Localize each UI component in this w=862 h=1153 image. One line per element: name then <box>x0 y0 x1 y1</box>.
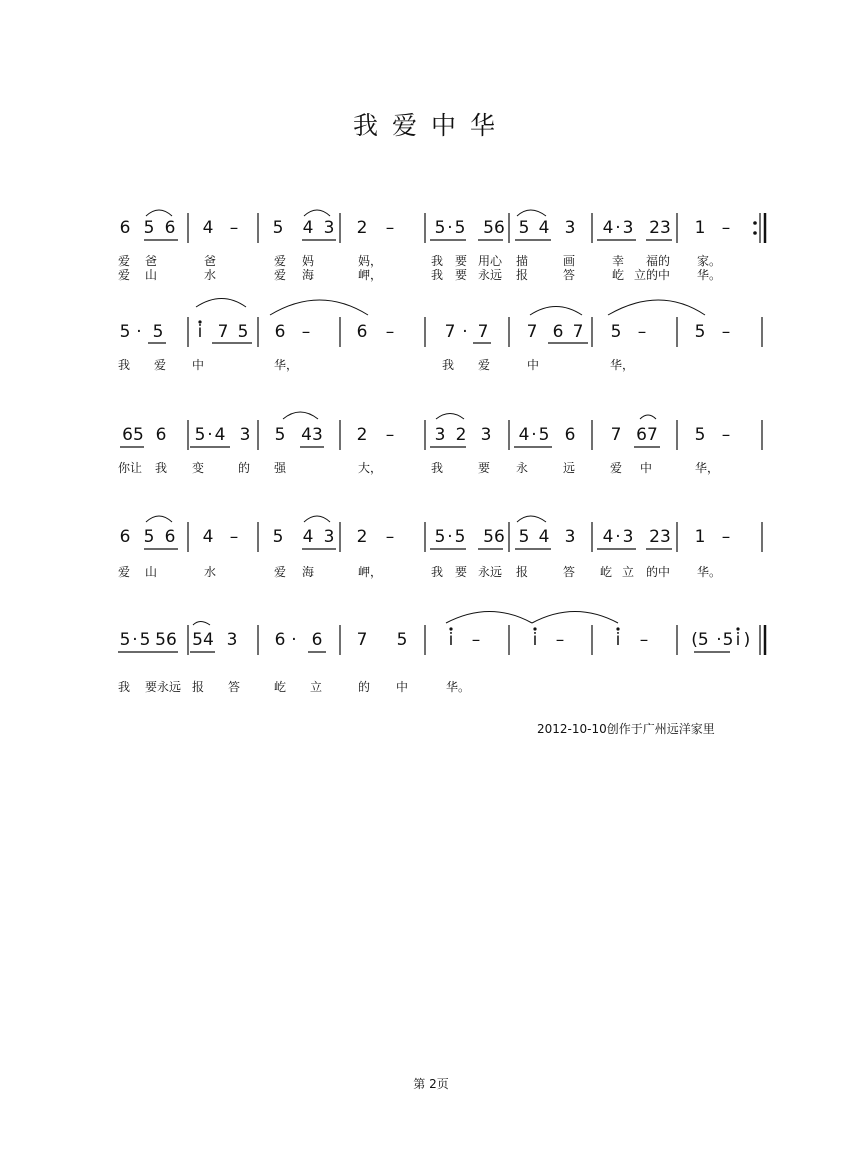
note: 5 <box>272 218 284 238</box>
lyric: 的 <box>358 680 371 694</box>
lyric: 报 <box>516 565 529 579</box>
note: 6 <box>564 425 576 445</box>
lyric: 华。 <box>446 680 471 694</box>
note: 5 <box>434 218 446 238</box>
note: 3 <box>564 527 576 547</box>
dash: – <box>385 527 395 547</box>
dash: – <box>385 218 395 238</box>
note: 4 <box>602 218 614 238</box>
lyric: 爱 <box>118 268 131 282</box>
lyric: 立的中 <box>634 268 671 282</box>
lyric: 屹 <box>274 680 287 694</box>
note: 7 <box>572 322 584 342</box>
note: 5 <box>194 425 206 445</box>
note: 3 <box>323 218 335 238</box>
lyric: 我 <box>155 461 168 475</box>
lyric: 的中 <box>646 565 671 579</box>
dash: – <box>721 218 731 238</box>
lyric: 永远 <box>478 565 503 579</box>
dot: · <box>447 218 453 238</box>
lyric: 报 <box>516 268 529 282</box>
note: 5 <box>119 630 131 650</box>
lyric: 福的 <box>646 254 671 268</box>
lyric: 华， <box>274 358 299 372</box>
note: 3 <box>622 218 634 238</box>
dash: – <box>385 322 395 342</box>
note: 6 <box>164 527 176 547</box>
note: 7 <box>444 322 456 342</box>
note: 5 <box>610 322 622 342</box>
note-high: i <box>197 322 203 342</box>
note: 6 <box>274 630 286 650</box>
dot: · <box>136 322 142 342</box>
note: 3 <box>323 527 335 547</box>
note: 4 <box>302 527 314 547</box>
note: 5 <box>518 527 530 547</box>
lyric: 我 <box>431 254 444 268</box>
dash: – <box>637 322 647 342</box>
note: 6 <box>274 322 286 342</box>
note: 5 <box>694 425 706 445</box>
note: 6 <box>311 630 323 650</box>
note-high: i <box>615 630 621 650</box>
note: 5 <box>434 527 446 547</box>
lyric: 爱 <box>274 565 287 579</box>
note: 5 <box>119 322 131 342</box>
lyric: 远 <box>563 461 576 475</box>
note: 3 <box>480 425 492 445</box>
lyric: 爱 <box>118 254 131 268</box>
note: 6 <box>119 527 131 547</box>
lyric: 答 <box>563 565 576 579</box>
dash: – <box>639 630 649 650</box>
dot: · <box>615 527 621 547</box>
dash: – <box>229 527 239 547</box>
note: 6 <box>356 322 368 342</box>
note: 5 <box>237 322 249 342</box>
note: 7 <box>526 322 538 342</box>
note: 7 <box>356 630 368 650</box>
lyric: 要 <box>455 254 468 268</box>
lyric: 我 <box>118 680 131 694</box>
lyric: 华， <box>610 358 635 372</box>
note: 4 <box>202 527 214 547</box>
lyric: 描 <box>516 254 529 268</box>
note: 65 <box>122 425 144 445</box>
lyric: 中 <box>640 461 653 475</box>
song-title: 我爱中华 <box>352 111 509 140</box>
page-number: 第 2页 <box>413 1077 449 1091</box>
note: 5 <box>538 425 550 445</box>
lyric: 岬， <box>358 565 383 579</box>
repeat-dots <box>753 221 757 235</box>
note: 5 <box>143 218 155 238</box>
note: 4 <box>202 218 214 238</box>
lyric: 我 <box>118 358 131 372</box>
note: 56 <box>155 630 177 650</box>
note: 6 <box>164 218 176 238</box>
note: 2 <box>356 527 368 547</box>
lyric: 水 <box>204 268 217 282</box>
lyric: 爸 <box>145 254 158 268</box>
lyric: 海 <box>302 565 315 579</box>
dash: – <box>721 322 731 342</box>
dash: – <box>471 630 481 650</box>
lyric: 屹 <box>612 268 625 282</box>
note: 1 <box>694 218 706 238</box>
note: 4 <box>302 218 314 238</box>
note: 7 <box>610 425 622 445</box>
note-high: i <box>532 630 538 650</box>
lyric: 山 <box>145 268 158 282</box>
lyric: 要永远 <box>145 680 182 694</box>
dot: · <box>716 630 722 650</box>
note: 4 <box>538 527 550 547</box>
note: 67 <box>636 425 658 445</box>
note: 6 <box>552 322 564 342</box>
dot: · <box>291 630 297 650</box>
dot: · <box>462 322 468 342</box>
note: 7 <box>477 322 489 342</box>
lyric: 家。 <box>697 254 722 268</box>
note: 43 <box>301 425 323 445</box>
note: 5 <box>454 218 466 238</box>
note: 5 <box>722 630 734 650</box>
lyric: 答 <box>228 680 241 694</box>
lyric: 画 <box>563 254 576 268</box>
note: 5 <box>274 425 286 445</box>
lyric: 我 <box>442 358 455 372</box>
note: 5 <box>139 630 151 650</box>
note: 5 <box>143 527 155 547</box>
note: 6 <box>119 218 131 238</box>
paren: ) <box>743 630 751 650</box>
dot: · <box>447 527 453 547</box>
note: 3 <box>564 218 576 238</box>
note: 3 <box>434 425 446 445</box>
dot: · <box>132 630 138 650</box>
note: 56 <box>483 527 505 547</box>
note: 5 <box>518 218 530 238</box>
note: 4 <box>214 425 226 445</box>
lyric: 要 <box>455 565 468 579</box>
note: 1 <box>694 527 706 547</box>
note: 54 <box>192 630 214 650</box>
lyric: 强 <box>274 461 287 475</box>
lyric: 的 <box>238 461 251 475</box>
lyric: 我 <box>431 461 444 475</box>
lyric: 变 <box>192 461 205 475</box>
lyric: 爱 <box>274 254 287 268</box>
dash: – <box>555 630 565 650</box>
note: 23 <box>649 527 671 547</box>
lyric: 大， <box>358 461 383 475</box>
underlines <box>118 240 730 652</box>
lyric: 海 <box>302 268 315 282</box>
note: 3 <box>239 425 251 445</box>
lyric: 中 <box>396 680 409 694</box>
lyric: 爱 <box>478 358 491 372</box>
lyric: 妈 <box>302 254 315 268</box>
note: 5 <box>152 322 164 342</box>
lyric: 你让 <box>118 461 143 475</box>
dash: – <box>721 527 731 547</box>
lyric: 立 <box>622 565 635 579</box>
lyric: 华。 <box>697 268 722 282</box>
note: 5 <box>694 322 706 342</box>
note: 23 <box>649 218 671 238</box>
lyric: 永远 <box>478 268 503 282</box>
lyric: 水 <box>204 565 217 579</box>
lyric: 山 <box>145 565 158 579</box>
lyric: 屹 <box>600 565 613 579</box>
dot: · <box>207 425 213 445</box>
lyric: 岬， <box>358 268 383 282</box>
lyric: 我 <box>431 565 444 579</box>
note: 2 <box>455 425 467 445</box>
note: 5 <box>272 527 284 547</box>
note: 4 <box>538 218 550 238</box>
note-high: i <box>735 630 741 650</box>
lyric: 华。 <box>697 565 722 579</box>
note: 4 <box>602 527 614 547</box>
lyric: 中 <box>192 358 205 372</box>
lyric: 要 <box>455 268 468 282</box>
dash: – <box>301 322 311 342</box>
lyric: 爸 <box>204 254 217 268</box>
note: 3 <box>622 527 634 547</box>
dot: · <box>531 425 537 445</box>
note: 5 <box>454 527 466 547</box>
note-high: i <box>448 630 454 650</box>
composition-credit: 2012-10-10创作于广州远洋家里 <box>537 722 715 736</box>
note: 6 <box>155 425 167 445</box>
note: (5 <box>691 630 709 650</box>
lyric: 我 <box>431 268 444 282</box>
dash: – <box>229 218 239 238</box>
lyric: 华， <box>695 461 720 475</box>
lyric: 永 <box>516 461 529 475</box>
lyric: 妈， <box>358 254 383 268</box>
dot: · <box>615 218 621 238</box>
note: 2 <box>356 425 368 445</box>
lyric: 爱 <box>610 461 623 475</box>
note: 4 <box>518 425 530 445</box>
lyric: 爱 <box>154 358 167 372</box>
lyric: 答 <box>563 268 576 282</box>
lyric: 报 <box>192 680 205 694</box>
note: 7 <box>217 322 229 342</box>
lyric: 用心 <box>478 254 503 268</box>
lyric: 爱 <box>118 565 131 579</box>
note: 5 <box>396 630 408 650</box>
dash: – <box>385 425 395 445</box>
lyric: 幸 <box>612 254 625 268</box>
note: 56 <box>483 218 505 238</box>
lyric: 爱 <box>274 268 287 282</box>
lyric: 立 <box>310 680 323 694</box>
lyric: 要 <box>478 461 491 475</box>
dash: – <box>721 425 731 445</box>
note: 2 <box>356 218 368 238</box>
lyric: 中 <box>527 358 540 372</box>
note: 3 <box>226 630 238 650</box>
